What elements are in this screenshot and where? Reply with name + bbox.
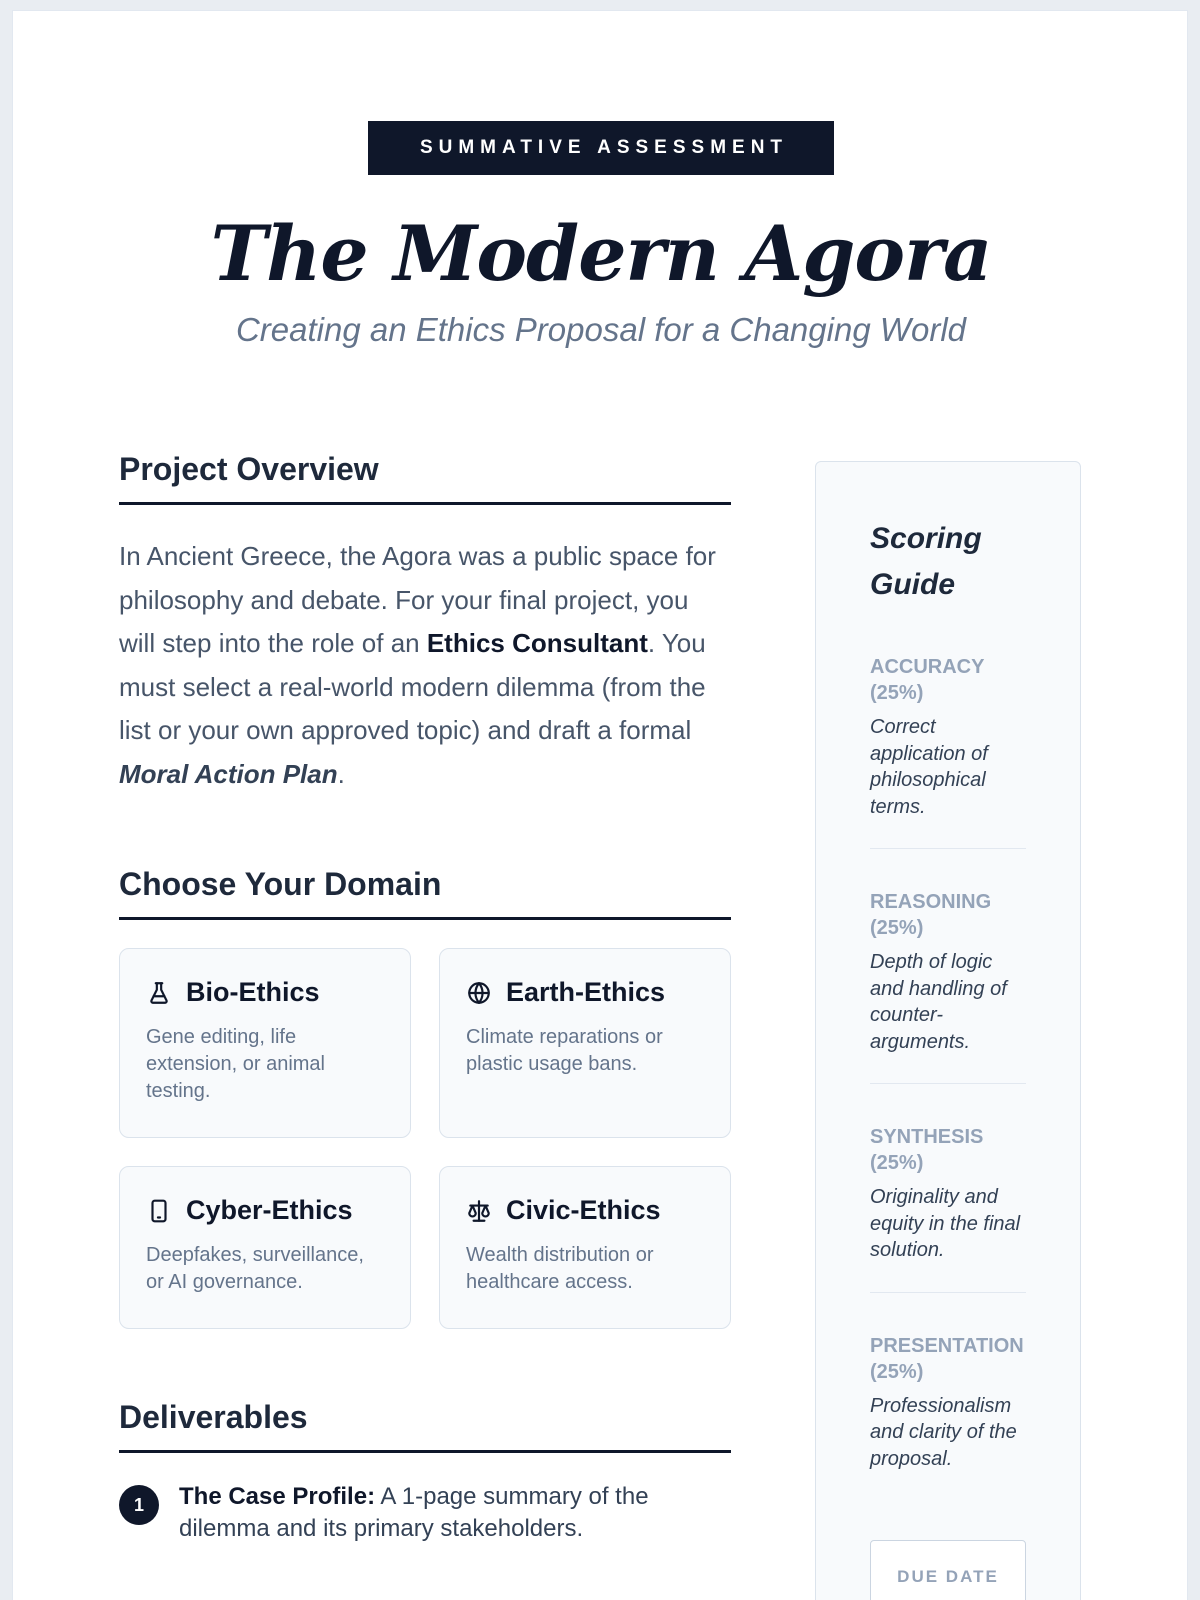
- phone-icon: [146, 1198, 172, 1224]
- criterion-presentation: [870, 1333, 1026, 1501]
- domain-description: Deepfakes, surveillance, or AI governance.: [146, 1244, 364, 1293]
- criterion-label: REASONING (25%): [870, 891, 992, 939]
- criterion-reasoning: [870, 889, 1026, 1084]
- criterion-accuracy: [870, 654, 1026, 849]
- badge-container: [13, 121, 1189, 175]
- globe-icon: [466, 980, 492, 1006]
- deliverable-text: [179, 1481, 731, 1545]
- overview-text-3: .: [337, 758, 345, 789]
- due-date-box: DUE DATE: [870, 1540, 1026, 1600]
- deliverables-heading: Deliverables: [119, 1399, 731, 1453]
- scales-icon: [466, 1198, 492, 1224]
- domain-heading: Choose Your Domain: [119, 866, 731, 920]
- domain-card-header: [146, 977, 384, 1008]
- deliverable-title: The Case Profile:: [179, 1483, 376, 1510]
- domain-title: Earth-Ethics: [506, 977, 666, 1007]
- criterion-label: PRESENTATION (25%): [870, 1334, 1024, 1383]
- flask-icon: [146, 980, 172, 1006]
- criterion-description: Professionalism and clarity of the proposal.: [870, 1394, 1017, 1470]
- overview-emphasis: Moral Action Plan: [119, 758, 338, 789]
- domain-title: Cyber-Ethics: [186, 1195, 353, 1225]
- overview-bold: Ethics Consultant: [426, 628, 648, 658]
- criterion-label: SYNTHESIS (25%): [870, 1126, 984, 1174]
- deliverable-description: A 1-page summary of the dilemma and its primary stakeholders.: [179, 1483, 649, 1542]
- criterion-label: ACCURACY (25%): [870, 656, 985, 704]
- domain-description: Wealth distribution or healthcare access.: [466, 1244, 654, 1293]
- criterion-description: Depth of logic and handling of counter-arguments.: [870, 951, 1007, 1053]
- domain-title: Civic-Ethics: [506, 1195, 661, 1225]
- page-title: The Modern Agora: [210, 209, 992, 298]
- overview-paragraph: [119, 535, 731, 796]
- domain-description: Gene editing, life extension, or animal testing.: [146, 1026, 325, 1102]
- assessment-page: [12, 10, 1188, 1600]
- scoring-guide-sidebar: [815, 461, 1081, 1600]
- overview-heading: Project Overview: [119, 451, 731, 505]
- domain-description: Climate reparations or plastic usage bans.: [466, 1026, 663, 1075]
- overview-text-1: In Ancient Greece, the Agora was a public space for philosophy and debate. For your final project, you will step into the role of an: [119, 541, 716, 658]
- domain-grid: [119, 948, 731, 1329]
- deliverable-item: [119, 1481, 731, 1545]
- criteria-list: [870, 654, 1026, 1500]
- domain-title: Bio-Ethics: [186, 977, 320, 1007]
- assessment-badge: SUMMATIVE ASSESSMENT: [368, 121, 834, 175]
- domain-card-bio-ethics[interactable]: [119, 948, 411, 1138]
- domain-card-header: [466, 977, 704, 1008]
- domain-card-cyber-ethics[interactable]: [119, 1166, 411, 1329]
- overview-text-2: . You must select a real-world modern dilemma (from the list or your own approved topic) and draft a formal: [119, 628, 706, 745]
- domain-card-header: [466, 1195, 704, 1226]
- domain-card-header: [146, 1195, 384, 1226]
- domain-card-earth-ethics[interactable]: [439, 948, 731, 1138]
- criterion-description: Originality and equity in the final solution.: [870, 1186, 1021, 1261]
- scoring-guide-title: Scoring Guide: [870, 522, 982, 601]
- page-subtitle: Creating an Ethics Proposal for a Changing World: [235, 311, 967, 348]
- criterion-synthesis: [870, 1124, 1026, 1293]
- criterion-description: Correct application of philosophical terms.: [870, 716, 988, 818]
- deliverable-number: 1: [119, 1485, 159, 1525]
- main-content: [119, 451, 731, 1545]
- domain-card-civic-ethics[interactable]: [439, 1166, 731, 1329]
